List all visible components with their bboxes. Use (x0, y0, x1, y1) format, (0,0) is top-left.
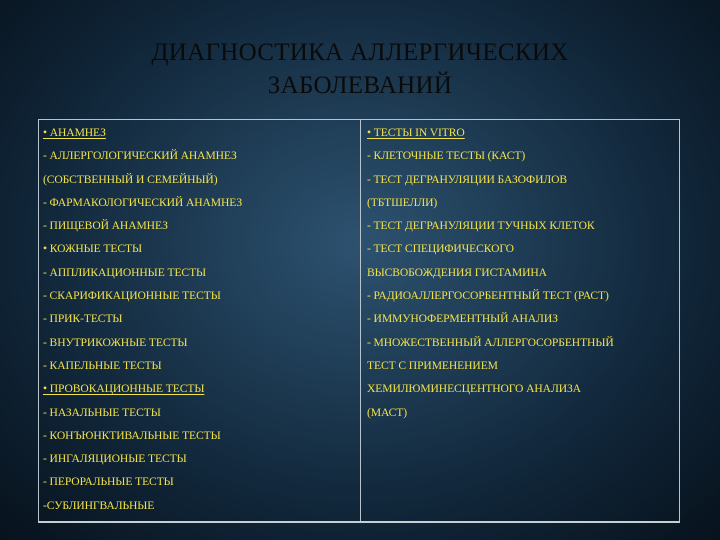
list-item: ТЕСТ С ПРИМЕНЕНИЕМ (367, 358, 498, 372)
list-item: - ТЕСТ ДЕГРАНУЛЯЦИИ ТУЧНЫХ КЛЕТОК (367, 219, 595, 233)
list-item: - ТЕСТ ДЕГРАНУЛЯЦИИ БАЗОФИЛОВ (367, 172, 568, 186)
list-item: ХЕМИЛЮМИНЕСЦЕНТНОГО АНАЛИЗА (367, 382, 581, 396)
title-line-1: ДИАГНОСТИКА АЛЛЕРГИЧЕСКИХ (151, 39, 569, 66)
list-item: - КЛЕТОЧНЫЕ ТЕСТЫ (КАСТ) (367, 149, 526, 163)
list-item: ВЫСВОБОЖДЕНИЯ ГИСТАМИНА (367, 265, 547, 279)
title-line-2: ЗАБОЛЕВАНИЙ (267, 72, 453, 99)
list-item: - ПЕРОРАЛЬНЫЕ ТЕСТЫ (43, 475, 174, 489)
list-item: - ТЕСТ СПЕЦИФИЧЕСКОГО (367, 242, 514, 256)
content-table (38, 119, 680, 523)
list-item: - НАЗАЛЬНЫЕ ТЕСТЫ (43, 405, 161, 419)
slide-title (0, 36, 720, 102)
list-item: - КОНЪЮНКТИВАЛЬНЫЕ ТЕСТЫ (43, 428, 221, 442)
heading-skin-tests: • КОЖНЫЕ ТЕСТЫ (43, 242, 143, 256)
list-item: -СУБЛИНГВАЛЬНЫЕ (43, 498, 155, 512)
list-item: - МНОЖЕСТВЕННЫЙ АЛЛЕРГОСОРБЕНТНЫЙ (367, 335, 614, 349)
list-item: - РАДИОАЛЛЕРГОСОРБЕНТНЫЙ ТЕСТ (РАСТ) (367, 289, 609, 303)
column-divider (360, 120, 361, 521)
left-column (43, 120, 357, 517)
list-item: - СКАРИФИКАЦИОННЫЕ ТЕСТЫ (43, 289, 221, 303)
list-item: - АППЛИКАЦИОННЫЕ ТЕСТЫ (43, 265, 207, 279)
list-item: - ИММУНОФЕРМЕНТНЫЙ АНАЛИЗ (367, 312, 558, 326)
heading-provocation-tests: • ПРОВОКАЦИОННЫЕ ТЕСТЫ (43, 382, 205, 396)
list-item: - АЛЛЕРГОЛОГИЧЕСКИЙ АНАМНЕЗ (43, 149, 237, 163)
list-item: - ПРИК-ТЕСТЫ (43, 312, 123, 326)
list-item: (МАСТ) (367, 405, 408, 419)
list-item: - КАПЕЛЬНЫЕ ТЕСТЫ (43, 358, 162, 372)
heading-in-vitro-tests: • ТЕСТЫ IN VITRO (367, 126, 465, 139)
list-item: - ИНГАЛЯЦИОНЫЕ ТЕСТЫ (43, 452, 187, 466)
list-item: (СОБСТВЕННЫЙ И СЕМЕЙНЫЙ) (43, 172, 218, 186)
list-item: (ТБТШЕЛЛИ) (367, 195, 438, 209)
list-item: - ФАРМАКОЛОГИЧЕСКИЙ АНАМНЕЗ (43, 195, 243, 209)
right-column (367, 120, 677, 424)
list-item: - ВНУТРИКОЖНЫЕ ТЕСТЫ (43, 335, 188, 349)
heading-anamnesis: • АНАМНЕЗ (43, 126, 106, 139)
list-item: - ПИЩЕВОЙ АНАМНЕЗ (43, 219, 168, 233)
